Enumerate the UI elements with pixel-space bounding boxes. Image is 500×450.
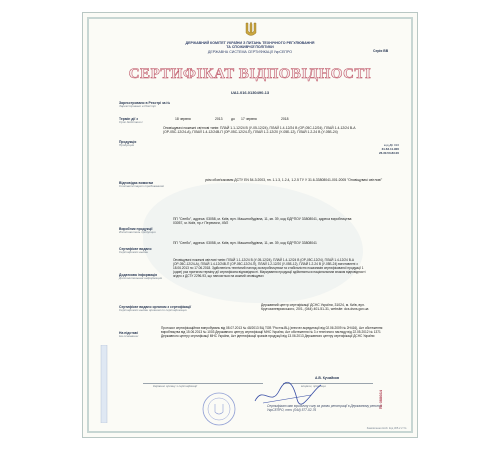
compliance-text: усім обов'язковим ДСТУ EN 54-3:2003, пп. 1.1.3, 1.2.4, 1.2.5 ТУ У 31.6-33808041-001:2005 "Оповіщувачі світлові" (205, 178, 383, 182)
issued-to-sublabel: Сертификат выдан (119, 250, 149, 254)
security-stripe-icon (99, 345, 109, 423)
issued-to-label: Сертифікат видано (119, 247, 152, 251)
compliance-label: Відповідає вимогам (119, 181, 154, 185)
certification-system: ДЕРЖАВНА СИСТЕМА СЕРТИФІКАЦІЇ УкрСЕПРО (207, 50, 293, 54)
validity-from-day: 18 червня (175, 117, 191, 121)
producer-sublabel: Изготовитель продукции (119, 230, 156, 234)
basis-label: На підставі (119, 331, 138, 335)
additional-info-label: Додаткова інформація (119, 273, 158, 277)
validity-to-year: 2018 (281, 117, 289, 121)
issuer-label: Сертифікат видано органом з сертифікації (119, 305, 192, 309)
product-sublabel: Продукция (119, 143, 135, 147)
issuer-text: Державний центр сертифікації ДСНС України, 31024, м. Київ, вул. Кругозалевроиського, 20/1, (044) 401-51-31, website: dcs.dsns.gov.ua (261, 303, 369, 312)
compliance-sublabel: Соответствует требованиям (119, 184, 164, 188)
official-seal-icon (201, 391, 237, 427)
certificate (82, 12, 418, 438)
signatory-name: А.В. Кучмйков (315, 376, 340, 380)
validity-to-day: 17 червня (241, 117, 257, 121)
additional-info-text: Оповіщувачі пожежні світлові типів: ПЛАЙ 1.1-12/24 В (У-05-12/24), ПЛАЙ 1.4-12/24 В (ОР-05С-12/24), ПЛАЙ 1.4-12/24 В-А (ОР-05С-12/24-А), ПЛАЙ 1.4-12/24В-П (ОР-05С-12/24-П), ПЛАЙ 1.2-12/20 (У-05Б-12), ПЛАЙ 1.2-24 В (У-05Б-24) виготовлені з 18.06.2013 по 17.06.2018. Здійсненість технічний нагляд за виробництвом та стабільністю показників сертифікованої продукції 1 (один) раз протягом терміну дії сертифіката відповідності. Маркування продукції здійснюється національним знаком відповідності згідно з ДСТУ 2296-93, що наноситься на кожний оповіщувач (173, 258, 366, 278)
basis-text: Протокол сертифікаційних випробувань від 08.07.2013 № 48/2013 ВЦ ТОВ "Ростэк-ВЦ (атестат акредитації від 02.06.2009 № 2Н416), Акт обстеження виробництва від 15.06.2013 № 1003 Державного центру сертифікації МНС України, Акт обстеження № 3 з технічного нагляду від 22.05.2012 № 1371 Державного центру сертифікації МНС України, Акт ідентифікації зразків продукції від 13.06.2013 Державного центру сертифікації ДСНС України (161, 326, 383, 338)
product-code-2: 26.30.50.83.00 (378, 151, 399, 155)
validity-from-year: 2013 (215, 117, 223, 121)
series-label: Серія ВВ (373, 49, 389, 53)
product-text: Оповіщувачі пожежні світлові типів: ПЛАЙ 1.1-12/24 В (У-05-12/24), ПЛАЙ 1.4-12/24 В (ОР-05С-12/24), ПЛАЙ 1.4-12/24 В-А (ОР-05С-12/24-А), ПЛАЙ 1.4-12/24В-П (ОР-05С-12/24-П), ПЛАЙ 1.2-12/20 (У-05Б-12), ПЛАЙ 1.2-24 В (У-05Б-24) (163, 126, 356, 135)
product-code-1: 31.62.11.900 (381, 147, 399, 151)
issued-to-text: ПП "Сенбо", адреса: 03058, м. Київ, вул. Машинобудівна, 11, кв. 39, код ЄДРПОУ 33808041 (173, 241, 317, 245)
register-sublabel: Зареєстровано в Реєстрі (119, 104, 156, 108)
basis-sublabel: На основании (119, 334, 139, 338)
registration-note: Сертифікат має юридичну силу за умови реєстрації в Державному реєстрі УкрСЕПРО, тел. (044) 577-02-76 (267, 404, 382, 412)
trident-emblem-icon (243, 21, 259, 39)
register-label: Зареєстровано в Реєстрі за № (119, 101, 171, 105)
validity-to-word: до (231, 117, 235, 121)
serial-number: № 088664 (378, 390, 383, 409)
validity-label: Термін дії з (119, 117, 138, 121)
issuer-sublabel: Сертификат выдан органом по сертификации (119, 308, 187, 312)
certificate-title: СЕРТИФІКАТ ВІДПОВІДНОСТІ (128, 66, 372, 82)
signatory-initials-label: ініціали, прізвище (301, 384, 326, 388)
product-label: Продукція (119, 140, 137, 144)
producer-label: Виробник продукції (119, 227, 153, 231)
signatory-position-label: Керівник органу з сертифікації (153, 384, 197, 388)
certificate-number: UA1.016.0130490-13 (230, 90, 270, 95)
committee-name: ДЕРЖАВНИЙ КОМІТЕТ УКРАЇНИ З ПИТАНЬ ТЕХНІЧНОГО РЕГУЛЮВАННЯ (185, 41, 315, 45)
producer-text: ПП "Сенбо", адреса: 03058, м. Київ, вул. Машинобудівна, 11, кв. 39, код ЄДРПОУ 33808041, адреса виробництва: 03057, м. Київ, пр-т Перемоги, 49/2 (173, 217, 353, 226)
validity-sublabel: Срок действия с (119, 120, 143, 124)
committee-name-line2: ТА СПОЖИВЧОЇ ПОЛІТИКИ (226, 45, 274, 49)
product-code-label: код ДК 016 (383, 143, 399, 147)
additional-info-sublabel: Дополнительная информация (119, 276, 163, 280)
footer-print-code: Замовлення НАЗ. Код 305.2 2 Уп. (366, 427, 407, 430)
